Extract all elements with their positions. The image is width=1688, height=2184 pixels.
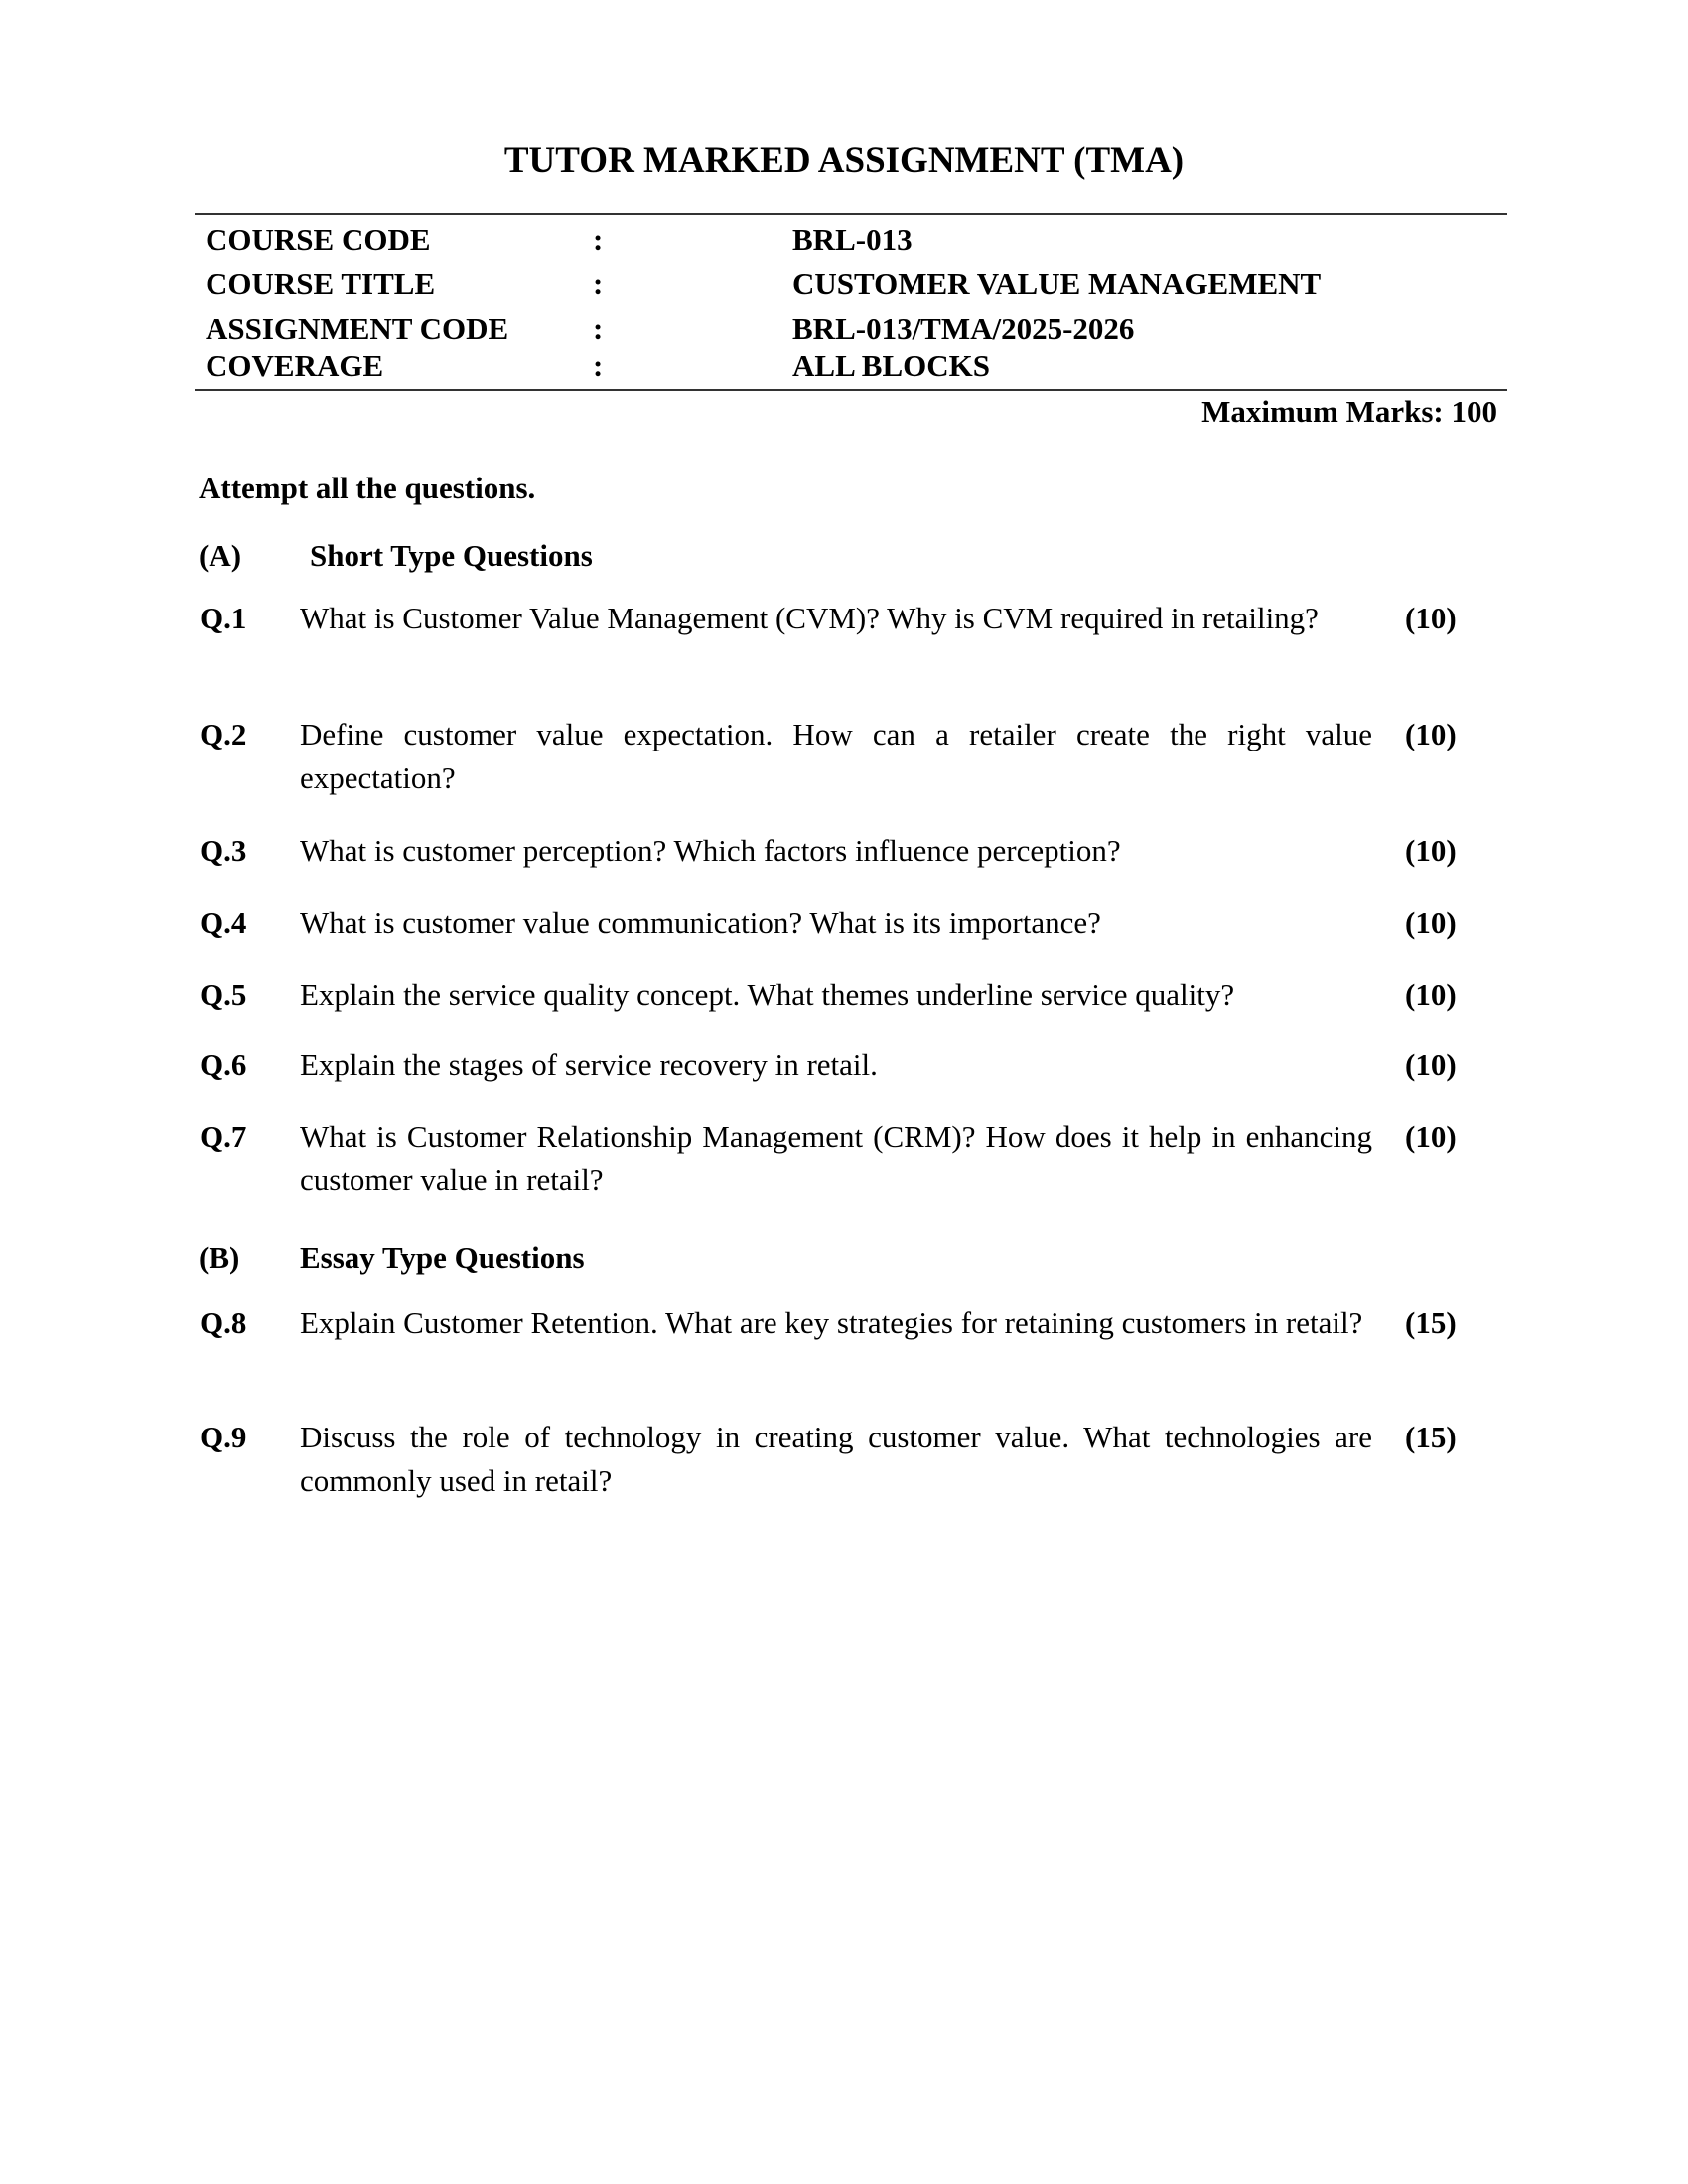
question-marks: (10) [1405, 601, 1457, 635]
question-number: Q.3 [200, 833, 247, 868]
question-number: Q.9 [200, 1420, 247, 1454]
course-title-value: CUSTOMER VALUE MANAGEMENT [792, 266, 1322, 301]
course-title-separator: : [593, 266, 604, 301]
coverage-separator: : [593, 348, 604, 383]
header-top-rule [195, 213, 1507, 215]
course-title-label: COURSE TITLE [206, 266, 436, 301]
assignment-code-separator: : [593, 311, 604, 345]
question-text: Explain Customer Retention. What are key strategies for retaining customers in retail? [300, 1305, 1363, 1340]
instruction-text: Attempt all the questions. [199, 471, 536, 505]
question-text: What is customer value communication? What is its importance? [300, 905, 1101, 940]
question-number: Q.8 [200, 1305, 247, 1340]
section-a-label: (A) [199, 538, 242, 573]
question-text: Discuss the role of technology in creating customer value. What technologies are commonly used in retail? [300, 1420, 1372, 1498]
question-marks: (15) [1405, 1420, 1457, 1454]
question-number: Q.4 [200, 905, 247, 940]
question-marks: (15) [1405, 1305, 1457, 1340]
question-marks: (10) [1405, 1047, 1457, 1082]
coverage-value: ALL BLOCKS [792, 348, 990, 383]
question-marks: (10) [1405, 717, 1457, 751]
assignment-code-value: BRL-013/TMA/2025-2026 [792, 311, 1135, 345]
page-title: TUTOR MARKED ASSIGNMENT (TMA) [503, 140, 1185, 181]
section-a-title: Short Type Questions [310, 538, 593, 573]
course-code-label: COURSE CODE [206, 222, 431, 257]
question-number: Q.2 [200, 717, 247, 751]
course-code-separator: : [593, 222, 604, 257]
question-marks: (10) [1405, 1119, 1457, 1154]
section-b-title: Essay Type Questions [300, 1240, 585, 1275]
course-code-value: BRL-013 [792, 222, 913, 257]
header-bottom-rule [195, 389, 1507, 391]
question-text: Explain the service quality concept. What themes underline service quality? [300, 977, 1235, 1012]
question-number: Q.1 [200, 601, 247, 635]
question-marks: (10) [1405, 977, 1457, 1012]
question-text: What is Customer Value Management (CVM)? Why is CVM required in retailing? [300, 601, 1319, 635]
maximum-marks: Maximum Marks: 100 [1201, 394, 1497, 429]
question-number: Q.5 [200, 977, 247, 1012]
assignment-code-label: ASSIGNMENT CODE [206, 311, 509, 345]
question-number: Q.6 [200, 1047, 247, 1082]
section-b-label: (B) [199, 1240, 240, 1275]
question-number: Q.7 [200, 1119, 247, 1154]
question-text: Explain the stages of service recovery in retail. [300, 1047, 878, 1082]
question-marks: (10) [1405, 905, 1457, 940]
question-text: What is customer perception? Which factors influence perception? [300, 833, 1121, 868]
question-text: What is Customer Relationship Management (CRM)? How does it help in enhancing customer value in retail? [300, 1119, 1372, 1197]
question-marks: (10) [1405, 833, 1457, 868]
coverage-label: COVERAGE [206, 348, 384, 383]
question-text: Define customer value expectation. How can a retailer create the right value expectation? [300, 717, 1372, 795]
